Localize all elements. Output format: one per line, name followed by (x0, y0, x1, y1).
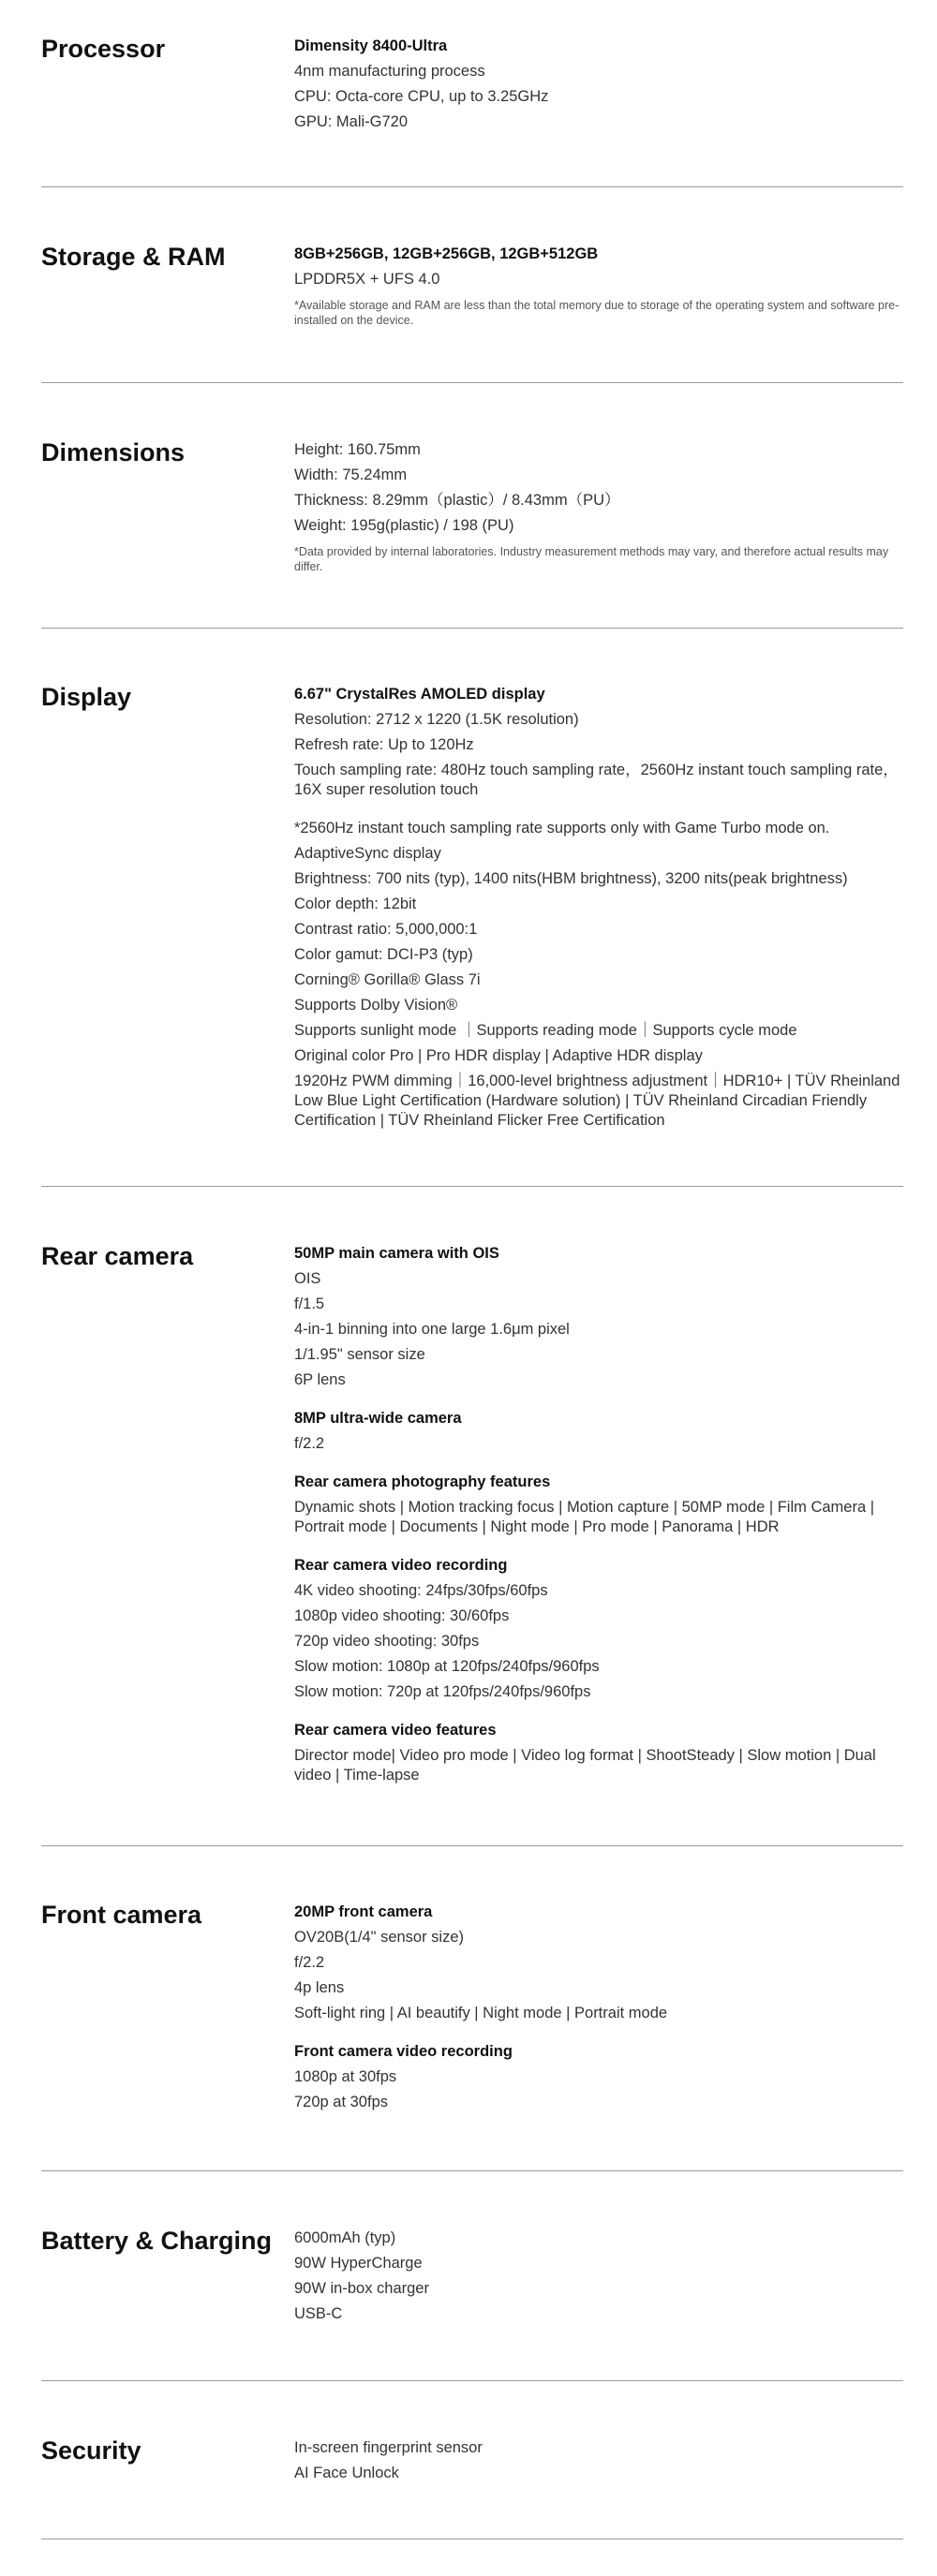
spec-line: OV20B(1/4" sensor size) (294, 1929, 465, 1946)
spec-line: Contrast ratio: 5,000,000:1 (294, 921, 478, 938)
spec-line: 4p lens (294, 1979, 345, 1996)
spec-heading: 50MP main camera with OIS (294, 1245, 499, 1262)
spec-line: Resolution: 2712 x 1220 (1.5K resolution) (294, 711, 579, 728)
spec-line: Soft-light ring | AI beautify | Night mode | Portrait mode (294, 2005, 668, 2021)
spec-line: Color gamut: DCI-P3 (typ) (294, 946, 473, 963)
spec-line: In-screen fingerprint sensor (294, 2439, 483, 2456)
section-body (294, 1900, 903, 2115)
spec-line: Width: 75.24mm (294, 466, 408, 483)
section-title: Rear camera (41, 1242, 194, 1270)
spec-line: USB-C (294, 2305, 343, 2322)
section-body (294, 682, 903, 1133)
section-body (294, 242, 903, 328)
section-body (294, 34, 903, 135)
divider (41, 186, 903, 187)
spec-line: 720p video shooting: 30fps (294, 1633, 480, 1650)
spec-line: Director mode| Video pro mode | Video log format | ShootSteady | Slow motion | Dual video | Time-lapse (294, 1747, 876, 1784)
divider (41, 2170, 903, 2171)
spec-line: Supports sunlight mode ｜Supports reading mode｜Supports cycle mode (294, 1022, 797, 1039)
spec-line: Corning® Gorilla® Glass 7i (294, 971, 481, 988)
footnote: *Data provided by internal laboratories. Industry measurement methods may vary, and therefore actual results may differ. (294, 545, 889, 573)
spec-heading: Rear camera video features (294, 1722, 497, 1739)
spec-heading: 6.67" CrystalRes AMOLED display (294, 686, 545, 703)
divider (41, 1845, 903, 1846)
spec-line: Slow motion: 720p at 120fps/240fps/960fps (294, 1683, 591, 1700)
spec-line: Original color Pro | Pro HDR display | Adaptive HDR display (294, 1047, 703, 1064)
spec-line: 4-in-1 binning into one large 1.6μm pixel (294, 1321, 570, 1338)
spec-line: 1080p at 30fps (294, 2068, 397, 2085)
spec-heading: Rear camera photography features (294, 1473, 551, 1490)
spec-line: Color depth: 12bit (294, 896, 417, 912)
section-title: Dimensions (41, 438, 186, 466)
section-body (294, 437, 903, 574)
spec-line: f/1.5 (294, 1295, 325, 1312)
spec-line: 720p at 30fps (294, 2094, 388, 2110)
spec-line: *2560Hz instant touch sampling rate supports only with Game Turbo mode on. (294, 820, 830, 836)
spec-line: 1920Hz PWM dimming｜16,000-level brightness adjustment｜HDR10+ | TÜV Rheinland Low Blue Light Certification (Hardware solution) | TÜV Rheinland Circadian Friendly Certification | TÜV Rheinland Flicker Free Certification (294, 1073, 900, 1129)
spec-heading: Rear camera video recording (294, 1557, 508, 1574)
spec-line: CPU: Octa-core CPU, up to 3.25GHz (294, 88, 549, 105)
section-title: Security (41, 2436, 141, 2465)
spec-line: 6P lens (294, 1371, 346, 1388)
spec-line: AdaptiveSync display (294, 845, 441, 862)
spec-line: AI Face Unlock (294, 2465, 399, 2481)
spec-line: 1/1.95" sensor size (294, 1346, 425, 1363)
divider (41, 628, 903, 629)
section-title: Front camera (41, 1901, 202, 1929)
divider (41, 1186, 903, 1187)
spec-line: Slow motion: 1080p at 120fps/240fps/960fps (294, 1658, 600, 1675)
spec-heading: Dimensity 8400-Ultra (294, 37, 448, 54)
section-title: Storage & RAM (41, 243, 226, 271)
spec-line: 90W HyperCharge (294, 2255, 423, 2272)
spec-line: 4K video shooting: 24fps/30fps/60fps (294, 1582, 548, 1599)
spec-line: Thickness: 8.29mm（plastic）/ 8.43mm（PU） (294, 492, 620, 509)
section-title: Processor (41, 35, 166, 63)
spec-heading: 20MP front camera (294, 1903, 433, 1920)
section-title: Battery & Charging (41, 2227, 273, 2255)
divider (41, 2380, 903, 2381)
spec-line: 90W in-box charger (294, 2280, 429, 2297)
spec-line: Refresh rate: Up to 120Hz (294, 736, 474, 753)
spec-line: 4nm manufacturing process (294, 63, 485, 80)
spec-line: OIS (294, 1270, 321, 1287)
spec-line: Supports Dolby Vision® (294, 997, 458, 1014)
section-body (294, 1241, 903, 1788)
section-body (294, 2226, 903, 2327)
spec-line: Weight: 195g(plastic) / 198 (PU) (294, 517, 514, 534)
section-body (294, 2435, 903, 2486)
spec-line: Height: 160.75mm (294, 441, 421, 458)
spec-line: Brightness: 700 nits (typ), 1400 nits(HBM brightness), 3200 nits(peak brightness) (294, 870, 848, 887)
spec-heading: Front camera video recording (294, 2043, 513, 2060)
spec-line: f/2.2 (294, 1435, 325, 1452)
spec-line: GPU: Mali-G720 (294, 113, 409, 130)
spec-line: Touch sampling rate: 480Hz touch sampling rate，2560Hz instant touch sampling rate，16X super resolution touch (294, 762, 899, 798)
footnote: *Available storage and RAM are less than the total memory due to storage of the operating system and software pre-installed on the device. (294, 299, 900, 327)
spec-heading: 8MP ultra-wide camera (294, 1410, 462, 1427)
spec-line: Dynamic shots | Motion tracking focus | Motion capture | 50MP mode | Film Camera | Portrait mode | Documents | Night mode | Pro mode | Panorama | HDR (294, 1499, 875, 1535)
section-title: Display (41, 683, 132, 711)
spec-heading: 8GB+256GB, 12GB+256GB, 12GB+512GB (294, 245, 599, 262)
spec-line: 1080p video shooting: 30/60fps (294, 1607, 510, 1624)
spec-line: LPDDR5X + UFS 4.0 (294, 271, 440, 288)
spec-line: 6000mAh (typ) (294, 2229, 396, 2246)
spec-line: f/2.2 (294, 1954, 325, 1971)
divider (41, 382, 903, 383)
